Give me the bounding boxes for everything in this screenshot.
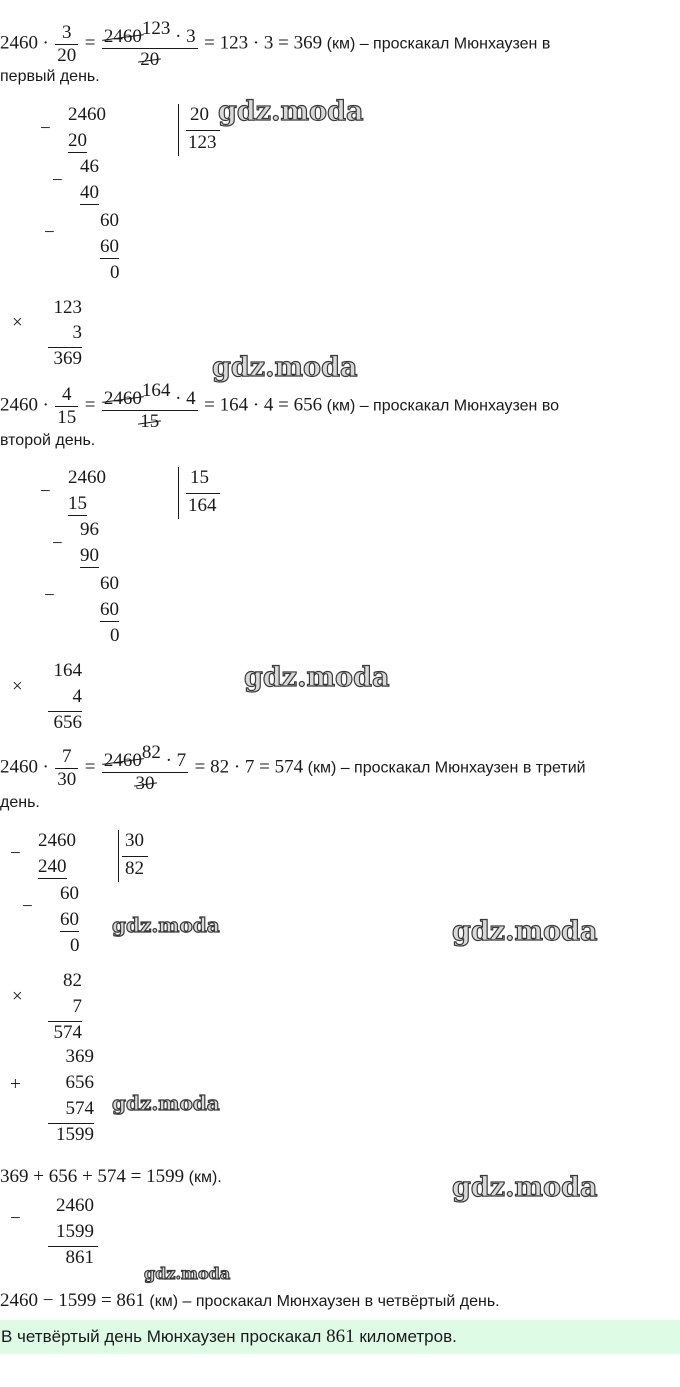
- answer-unit: километров.: [359, 1327, 457, 1346]
- eq-text: (км) – проскакал Мюнхаузен в третий: [307, 759, 586, 777]
- subtrahend: 60: [60, 909, 79, 930]
- frac-den: 30: [57, 769, 77, 790]
- eq-op: ·: [42, 394, 49, 416]
- frac-mul: · 3: [175, 26, 196, 47]
- divisor-line: [186, 493, 220, 494]
- watermark-logo: gdz.moda: [144, 1264, 231, 1283]
- difference: 861: [65, 1247, 94, 1268]
- quotient: 123: [188, 132, 217, 153]
- frac-den: 15: [57, 407, 77, 428]
- sub-equation: [0, 1290, 500, 1313]
- minus-sign: −: [52, 170, 63, 191]
- subtrahend: 40: [80, 182, 99, 203]
- watermark-logo: gdz.moda: [112, 1091, 220, 1115]
- eq-sign: =: [84, 394, 96, 416]
- fraction-reduced: [102, 18, 198, 71]
- remainder: 60: [60, 883, 79, 904]
- remainder: 96: [80, 519, 99, 540]
- plus-sign: +: [10, 1074, 21, 1095]
- fraction: [55, 22, 78, 67]
- eq-term: 2460: [0, 32, 38, 54]
- factor: 123: [53, 297, 82, 318]
- divisor-line: [122, 856, 148, 857]
- struck-number: 2460: [103, 26, 142, 47]
- division-bar: [178, 467, 179, 519]
- frac-mul: · 4: [175, 388, 196, 409]
- struck-number: 30: [135, 773, 155, 794]
- subtrahend: 60: [100, 236, 119, 257]
- divisor: 20: [190, 104, 209, 125]
- dividend: 2460: [68, 104, 106, 125]
- sum-result: 1599: [56, 1124, 94, 1145]
- division-bar: [118, 830, 119, 882]
- eq-term: 2460: [0, 394, 38, 416]
- reduced-value: 123: [141, 18, 171, 39]
- multiply-sign: ×: [12, 312, 23, 333]
- factor: 4: [72, 686, 82, 707]
- dividend: 2460: [68, 467, 106, 488]
- day3-text2: день.: [0, 794, 40, 811]
- remainder: 0: [70, 935, 80, 956]
- minus-sign: −: [40, 481, 51, 502]
- multiply-sign: ×: [12, 676, 23, 697]
- product: 656: [53, 712, 82, 733]
- eq-op: ·: [42, 756, 49, 778]
- dividend: 2460: [38, 830, 76, 851]
- frac-den: 20: [57, 45, 77, 66]
- frac-mul: · 7: [165, 750, 187, 771]
- addend: 656: [65, 1072, 94, 1093]
- remainder: 60: [100, 573, 119, 594]
- division-bar: [178, 104, 179, 156]
- watermark-logo: gdz.moda: [112, 913, 220, 937]
- answer-number: 861: [326, 1326, 355, 1347]
- addend: 369: [65, 1046, 94, 1067]
- divisor: 15: [190, 467, 209, 488]
- reduced-value: 164: [141, 380, 171, 401]
- divisor-line: [186, 130, 220, 131]
- sub-eq: 2460 − 1599 = 861: [0, 1290, 145, 1311]
- remainder: 46: [80, 156, 99, 177]
- struck-number: 15: [140, 411, 160, 432]
- eq-sign: =: [84, 756, 96, 778]
- sum-equation: [0, 1166, 222, 1189]
- frac-num: 4: [61, 384, 72, 405]
- subtrahend: 1599: [56, 1221, 94, 1242]
- quotient: 164: [188, 495, 217, 516]
- frac-num: 7: [61, 746, 72, 767]
- eq-rest: = 164 · 4 = 656: [204, 394, 323, 416]
- minus-sign: −: [40, 118, 51, 139]
- sum-text: (км).: [188, 1169, 222, 1186]
- sub-text: (км) – проскакал Мюнхаузен в четвёртый день.: [149, 1293, 500, 1310]
- answer-box: [0, 1320, 680, 1354]
- eq-sign: =: [84, 32, 96, 54]
- subtrahend: 60: [100, 599, 119, 620]
- watermark-logo: gdz.moda: [212, 352, 358, 383]
- remainder: 60: [100, 210, 119, 231]
- factor: 82: [63, 970, 82, 991]
- eq-term: 2460: [0, 756, 38, 778]
- answer-text: В четвёртый день Мюнхаузен проскакал: [1, 1327, 322, 1346]
- product: 574: [53, 1022, 82, 1043]
- fraction: [55, 384, 78, 429]
- day3-equation: [0, 742, 586, 795]
- factor: 164: [53, 660, 82, 681]
- factor: 7: [72, 996, 82, 1017]
- minus-sign: −: [44, 222, 55, 243]
- minus-sign: −: [44, 585, 55, 606]
- remainder: 0: [110, 262, 120, 283]
- day1-text2: первый день.: [0, 68, 100, 85]
- day2-text2: второй день.: [0, 432, 96, 449]
- minus-sign: −: [22, 896, 33, 917]
- minus-sign: −: [52, 533, 63, 554]
- frac-num: 3: [61, 22, 72, 43]
- eq-op: ·: [42, 32, 49, 54]
- sum-eq: 369 + 656 + 574 = 1599: [0, 1166, 185, 1187]
- quotient: 82: [125, 858, 144, 879]
- struck-number: 2460: [103, 388, 142, 409]
- eq-text: (км) – проскакал Мюнхаузен в: [326, 35, 551, 53]
- subtrahend: 15: [68, 493, 87, 514]
- watermark-logo: gdz.moda: [218, 96, 364, 127]
- multiply-sign: ×: [12, 986, 23, 1007]
- remainder: 0: [110, 625, 120, 646]
- day2-equation: [0, 380, 559, 433]
- subtrahend: 240: [38, 856, 67, 877]
- addend: 574: [65, 1098, 94, 1119]
- eq-rest: = 123 · 3 = 369: [204, 32, 323, 54]
- watermark-logo: gdz.moda: [452, 1172, 598, 1203]
- minuend: 2460: [56, 1195, 94, 1216]
- reduced-value: 82: [141, 742, 161, 763]
- minus-sign: −: [10, 843, 21, 864]
- struck-number: 20: [140, 49, 160, 70]
- subtrahend: 90: [80, 545, 99, 566]
- fraction: [55, 746, 78, 791]
- minus-sign: −: [10, 1208, 21, 1229]
- eq-rest: = 82 · 7 = 574: [194, 756, 304, 778]
- product: 369: [53, 348, 82, 369]
- struck-number: 2460: [103, 750, 142, 771]
- factor: 3: [72, 322, 82, 343]
- fraction-reduced: [102, 380, 198, 433]
- fraction-reduced: [102, 742, 188, 795]
- watermark-logo: gdz.moda: [452, 916, 598, 947]
- watermark-logo: gdz.moda: [244, 662, 390, 693]
- subtrahend: 20: [68, 130, 87, 151]
- eq-text: (км) – проскакал Мюнхаузен во: [326, 397, 560, 415]
- day1-equation: [0, 18, 550, 71]
- divisor: 30: [125, 830, 144, 851]
